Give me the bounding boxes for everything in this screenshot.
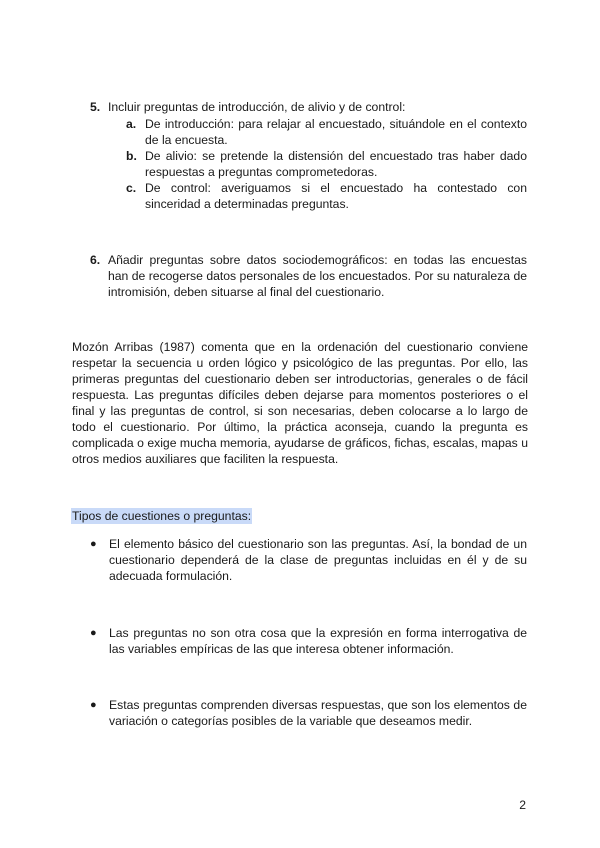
list-number-5: 5. [90,100,101,114]
bullet-item-3: Estas preguntas comprenden diversas respuestas, que son los elementos de variación o categorías posibles de la variable que deseamos medir. [109,698,527,728]
sublist-item-c: De control: averiguamos si el encuestado ha contestado con sinceridad a determinadas preguntas. [145,181,527,211]
list-item-5-text: Incluir preguntas de introducción, de alivio y de control: [108,100,406,114]
bullet-item-2: Las preguntas no son otra cosa que la expresión en forma interrogativa de las variables empíricas de las que interesa obtener información. [109,626,527,656]
sublist-item-b: De alivio: se pretende la distensión del encuestado tras haber dado respuestas a preguntas comprometedoras. [145,149,527,179]
sublist-letter-a: a. [126,117,137,131]
bullet-icon: ● [90,538,97,550]
sublist-item-a: De introducción: para relajar al encuestado, situándole en el contexto de la encuesta. [145,117,527,147]
list-item-6-text: Añadir preguntas sobre datos sociodemográficos: en todas las encuestas han de recogerse datos personales de los encuestados. Por su naturaleza de intromisión, deben situarse al final del cuestionario. [108,253,527,299]
sublist-letter-b: b. [126,149,137,163]
bullet-icon: ● [90,627,97,639]
body-paragraph: Mozón Arribas (1987) comenta que en la ordenación del cuestionario conviene respetar la secuencia u orden lógico y psicológico de las preguntas. Por ello, las primeras preguntas del cuestionario deben ser introductorias, generales o de fácil respuesta. Las preguntas difíciles deben dejarse para momentos posteriores o el final y las preguntas de control, si son necesarias, deben colocarse a lo largo de todo el cuestionario. Por último, la práctica aconseja, cuando la pregunta es complicada o exige mucha memoria, ayudarse de gráficos, fichas, escalas, mapas u otros medios auxiliares que faciliten la respuesta. [72,340,528,466]
bullet-item-1: El elemento básico del cuestionario son las preguntas. Así, la bondad de un cuestionario dependerá de la clase de preguntas incluidas en él y de su adecuada formulación. [109,537,527,583]
sublist-letter-c: c. [126,181,137,195]
page-number: 2 [519,798,526,812]
bullet-icon: ● [90,699,97,711]
list-number-6: 6. [90,253,101,267]
section-heading: Tipos de cuestiones o preguntas: [72,509,252,523]
